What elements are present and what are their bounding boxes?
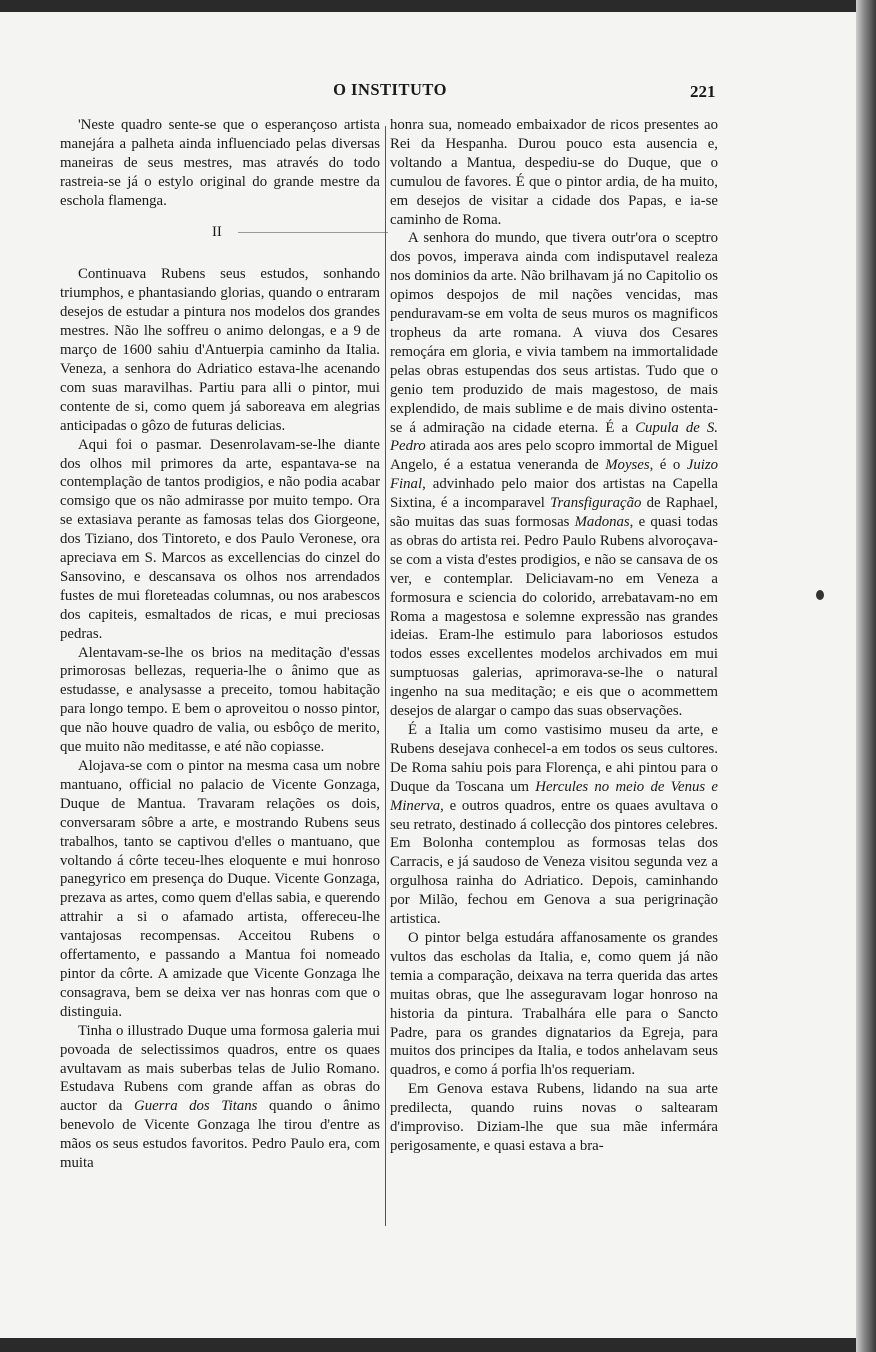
running-header: O INSTITUTO (333, 80, 447, 99)
paragraph: Alojava-se com o pintor na mesma casa um nobre mantuano, official no palacio de Vicente Gonzaga, Duque de Mantua. Travaram relações os dois, conversaram sôbre a arte, e mostrando Rubens seus trabalhos, tanto se captivou d'elles o mantuano, que voltando á côrte teceu-lhes eloquente e mui honroso panegyrico em presença do Duque. Vicente Gonzaga, prezava as artes, como quem d'ellas sabia, e querendo attrahir a si o afamado artista, offereceu-lhe vantajosas recompensas. Acceitou Rubens o offertamento, e passando a Mantua foi nomeado pintor da côrte. A amizade que Vicente Gonzaga lhe consagrava, bem se deixa ver nas honras com que o distinguia. (60, 758, 380, 1020)
italic-title: Madonas (574, 514, 630, 531)
text-run: de Raphael, são muitas das suas formosas (390, 495, 718, 531)
book-spine-shadow (856, 0, 876, 1352)
text-run: , e outros quadros, entre os quaes avultava o seu retrato, destinado á collecção dos pintores celebres. Em Bolonha contemplou as formosas telas dos Carracis, e já saudoso de Veneza visitou segunda vez a orgulhosa rainha do Adriatico. Depois, caminhando por Milão, fechou em Genova a sua perigrinação artistica. (390, 797, 718, 928)
italic-title: Guerra dos Titans (134, 1098, 258, 1115)
paragraph: Continuava Rubens seus estudos, sonhando triumphos, e phantasiando glorias, quando o entraram desejos de estudar a pintura nos modelos dos grandes mestres. Não lhe soffreu o animo delongas, e a 9 de março de 1600 sahiu d'Antuerpia caminho da Italia. Veneza, a senhora do Adriatico estava-lhe acenando com suas maravilhas. Partiu para alli o pintor, mui contente de si, como quem já saboreava em alegrias anticipadas o gôzo de futuras delicias. (60, 266, 380, 434)
section-number: II (212, 223, 222, 240)
text-run: quando o ânimo benevolo de Vicente Gonzaga lhe tirou d'entre as mãos os seus estudos favoritos. Pedro Paulo era, com muita (60, 1098, 381, 1172)
paragraph (390, 721, 718, 929)
paragraph (60, 1022, 380, 1173)
text-run: A senhora do mundo, que tivera outr'ora o sceptro dos povos, imperava ainda com indisputavel realeza nos dominios da arte. Não brilhavam já no Capitolio os opimos despojos de mil nações vencidas, mas penduravam-se em volta de seus muros os magnificos tropheus da arte romana. A viuva dos Cesares remoçára em gloria, e vivia tambem na immortalidade pelas obras estupendas dos seus artistas. Tudo que o genio tem produzido de mais magestoso, de mais explendido, de mais sublime e de mais divino ostenta-se á admiração na cidade eterna. É a (390, 230, 718, 436)
text-run: atirada aos ares pelo scopro immortal de Miguel Angelo, é a estatua veneranda de (390, 438, 718, 474)
section-rule (238, 232, 388, 233)
ink-blot (816, 590, 824, 600)
paragraph: Alentavam-se-lhe os brios na meditação d'essas primorosas bellezas, requeria-lhe o ânimo que as estudasse, e analysasse a preceito, tomou habitação para longo tempo. E bem o aproveitou o nosso pintor, que não houve quadro de valia, ou esbôço de merito, que muito não meditasse, e até não copiasse. (60, 644, 380, 756)
italic-title: Transfiguração (550, 495, 642, 512)
text-run: Tinha o illustrado Duque uma formosa galeria mui povoada de selectissimos quadros, entre os quaes avultavam as mais suberbas telas de Julio Romano. Estudava Rubens com grande affan as obras do auctor da (60, 1022, 380, 1115)
paragraph: honra sua, nomeado embaixador de ricos presentes ao Rei da Hespanha. Durou pouco esta ausencia e, voltando a Mantua, despediu-se do Duque, que o cumulou de favores. É que o pintor ardia, de ha muito, em desejos de visitar a cidade dos Papas, e ia-se caminho de Roma. (390, 117, 718, 228)
text-run: , advinhado pelo maior dos artistas na Capella Sixtina, é a incomparavel (390, 476, 718, 512)
paragraph: Em Genova estava Rubens, lidando na sua arte predilecta, quando ruins novas o saltearam d'improviso. Diziam-lhe que sua mãe infermára perigosamente, e quasi estava a bra- (390, 1081, 718, 1154)
column-divider (385, 126, 386, 1226)
text-run: , e quasi todas as obras do artista rei. Pedro Paulo Rubens alvoroçava-se com a vista d'estes prodigios, e não se cansava de os ver, e contemplar. Deliciavam-no em Veneza a formosura e sciencia do colorido, arrebatavam-no em Roma a magestosa e solemne expressão nas grandes ideias. Eram-lhe estimulo para laboriosos estudos todos esses excellentes modelos archivados em mui sumptuosas galerias, aprimorava-se-lhe o natural ingenho na sua meditação; e eis que o acommettem desejos de alargar o campo das suas observações. (390, 514, 718, 720)
section-heading (60, 223, 380, 242)
italic-title: Juizo Final (390, 457, 718, 493)
text-run: É a Italia um como vastisimo museu da arte, e Rubens desejava conhecel-a em todos os seus cultores. De Roma sahiu pois para Florença, e ahi pintou para o Duque da Toscana um (390, 722, 718, 795)
left-column (60, 116, 380, 1173)
book-page (0, 12, 856, 1338)
right-column (390, 116, 718, 1156)
text-run: , é o (649, 457, 687, 474)
paragraph (390, 229, 718, 721)
paragraph: 'Neste quadro sente-se que o esperançoso artista manejára a palheta ainda influenciado pelas diversas maneiras de seus mestres, mas através do todo rastreia-se já o estylo original do grande mestre da eschola flamenga. (60, 117, 380, 209)
italic-title: Moyses (605, 457, 650, 474)
page-number: 221 (690, 82, 716, 101)
paragraph: O pintor belga estudára affanosamente os grandes vultos das escholas da Italia, e, como quem já não temia a comparação, deixava na terra querida das artes muitas obras, que lhe asseguravam logar honroso na historia da pintura. Trabalhára elle para o Sancto Padre, para os grandes dignatarios da Egreja, para muitos dos principes da Italia, e todos anhelavam seus quadros, e como á porfia lh'os requeriam. (390, 929, 718, 1079)
paragraph: Aqui foi o pasmar. Desenrolavam-se-lhe diante dos olhos mil primores da arte, espantava-se na contemplação de tantos prodigios, e não podia acabar comsigo que os não admirasse por muito tempo. Ora se extasiava perante as famosas telas dos Giorgeone, dos Tiziano, dos Tintoreto, e dos Paulo Veronese, ora apreciava em S. Marcos as excellencias do cinzel do Sansovino, e descansava os olhos nos arrendados fustes de mui floreteadas columnas, ou nos arabescos dos capiteis, esmaltados de ricas, e mui preciosas pedras. (60, 436, 380, 642)
italic-title: Cupula de S. Pedro (390, 419, 718, 455)
italic-title: Hercules no meio de Venus e Minerva (390, 778, 718, 814)
